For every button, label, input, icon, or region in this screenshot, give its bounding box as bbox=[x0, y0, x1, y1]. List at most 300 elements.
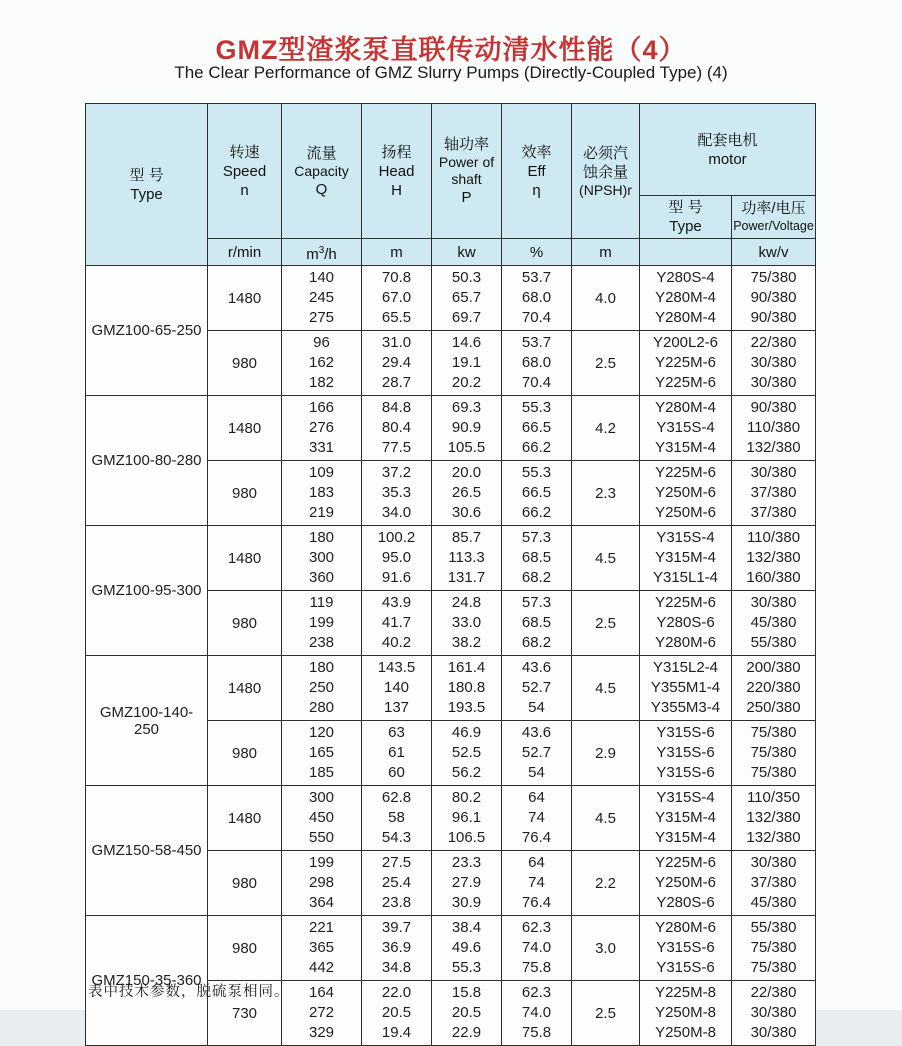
motor-type-cell-line: Y315M-4 bbox=[655, 809, 716, 826]
head-cell bbox=[362, 461, 432, 526]
header-power-sym: P bbox=[461, 189, 472, 206]
speed-cell: 1480 bbox=[208, 396, 282, 461]
header-shaft-power bbox=[432, 104, 502, 239]
head-cell-line: 23.8 bbox=[381, 894, 412, 911]
head-cell-line: 95.0 bbox=[381, 549, 412, 566]
shaft-power-cell-line: 50.3 bbox=[451, 269, 482, 286]
efficiency-cell bbox=[502, 526, 572, 591]
header-motor-type bbox=[640, 196, 732, 239]
efficiency-cell-line: 43.6 bbox=[521, 659, 552, 676]
shaft-power-cell-line: 69.7 bbox=[451, 309, 482, 326]
motor-type-cell-line: Y355M3-4 bbox=[650, 699, 721, 716]
efficiency-cell-line: 52.7 bbox=[521, 679, 552, 696]
efficiency-cell bbox=[502, 331, 572, 396]
capacity-cell bbox=[282, 981, 362, 1046]
header-head-en: Head bbox=[378, 162, 415, 180]
head-cell-line: 20.5 bbox=[381, 1004, 412, 1021]
efficiency-cell-line: 76.4 bbox=[521, 894, 552, 911]
motor-power-voltage-cell bbox=[732, 591, 816, 656]
motor-power-voltage-cell-line: 22/380 bbox=[750, 984, 797, 1001]
header-npsh-cn1: 必须汽 bbox=[582, 144, 628, 162]
motor-power-voltage-cell-line: 110/380 bbox=[746, 419, 801, 436]
pump-model-cell: GMZ150-35-360 bbox=[86, 916, 208, 1046]
motor-power-voltage-cell-line: 110/350 bbox=[746, 789, 801, 806]
motor-power-voltage-cell bbox=[732, 331, 816, 396]
motor-power-voltage-cell bbox=[732, 851, 816, 916]
head-cell-line: 100.2 bbox=[377, 529, 416, 546]
head-cell-line: 41.7 bbox=[381, 614, 412, 631]
head-cell-line: 60 bbox=[388, 764, 405, 781]
efficiency-cell bbox=[502, 786, 572, 851]
efficiency-cell-line: 74 bbox=[528, 874, 545, 891]
efficiency-cell bbox=[502, 721, 572, 786]
unit-power: kw bbox=[432, 239, 502, 266]
motor-type-cell-line: Y280M-6 bbox=[655, 634, 716, 651]
group-row bbox=[86, 396, 816, 461]
shaft-power-cell bbox=[432, 266, 502, 331]
efficiency-cell bbox=[502, 461, 572, 526]
group-row bbox=[86, 656, 816, 721]
head-cell-line: 80.4 bbox=[381, 419, 412, 436]
head-cell-line: 39.7 bbox=[381, 919, 412, 936]
head-cell-line: 67.0 bbox=[381, 289, 412, 306]
speed-cell: 980 bbox=[208, 721, 282, 786]
header-motor bbox=[640, 104, 816, 196]
shaft-power-cell-line: 38.4 bbox=[451, 919, 482, 936]
head-cell-line: 70.8 bbox=[381, 269, 412, 286]
head-cell-line: 61 bbox=[388, 744, 405, 761]
motor-type-cell-line: Y315S-6 bbox=[656, 959, 715, 976]
header-eff-sym: η bbox=[532, 181, 541, 199]
motor-power-voltage-cell bbox=[732, 656, 816, 721]
motor-power-voltage-cell-line: 220/380 bbox=[746, 679, 801, 696]
motor-type-cell-line: Y280M-4 bbox=[655, 289, 716, 306]
capacity-cell-line: 280 bbox=[308, 699, 335, 716]
motor-power-voltage-cell-line: 90/380 bbox=[750, 309, 797, 326]
model-block bbox=[86, 266, 816, 396]
motor-power-voltage-cell-line: 75/380 bbox=[750, 269, 797, 286]
motor-power-voltage-cell-line: 37/380 bbox=[750, 504, 797, 521]
motor-type-cell-line: Y225M-6 bbox=[655, 464, 716, 481]
header-motor-cn: 配套电机 bbox=[697, 131, 758, 149]
motor-type-cell-line: Y200L2-6 bbox=[652, 334, 719, 351]
group-row bbox=[86, 526, 816, 591]
header-power-en2: shaft bbox=[451, 171, 482, 187]
shaft-power-cell bbox=[432, 591, 502, 656]
efficiency-cell-line: 55.3 bbox=[521, 464, 552, 481]
head-cell-line: 140 bbox=[383, 679, 410, 696]
shaft-power-cell-line: 161.4 bbox=[447, 659, 486, 676]
npsh-cell: 4.5 bbox=[572, 526, 640, 591]
speed-cell: 1480 bbox=[208, 526, 282, 591]
efficiency-cell bbox=[502, 981, 572, 1046]
motor-type-cell bbox=[640, 266, 732, 331]
shaft-power-cell-line: 22.9 bbox=[451, 1024, 482, 1041]
capacity-cell-line: 360 bbox=[308, 569, 335, 586]
shaft-power-cell-line: 56.2 bbox=[451, 764, 482, 781]
motor-power-voltage-cell-line: 30/380 bbox=[750, 1024, 797, 1041]
motor-type-cell-line: Y280M-6 bbox=[655, 919, 716, 936]
motor-power-voltage-cell-line: 55/380 bbox=[750, 919, 797, 936]
capacity-cell-line: 140 bbox=[308, 269, 335, 286]
shaft-power-cell-line: 193.5 bbox=[447, 699, 486, 716]
motor-power-voltage-cell-line: 75/380 bbox=[750, 744, 797, 761]
head-cell-line: 91.6 bbox=[381, 569, 412, 586]
efficiency-cell-line: 54 bbox=[528, 764, 545, 781]
motor-power-voltage-cell-line: 160/380 bbox=[746, 569, 801, 586]
motor-type-cell-line: Y225M-6 bbox=[655, 854, 716, 871]
shaft-power-cell-line: 30.6 bbox=[451, 504, 482, 521]
motor-power-voltage-cell-line: 110/380 bbox=[746, 529, 801, 546]
header-head-cn: 扬程 bbox=[381, 143, 412, 161]
shaft-power-cell bbox=[432, 461, 502, 526]
head-cell-line: 58 bbox=[388, 809, 405, 826]
efficiency-cell-line: 68.2 bbox=[521, 634, 552, 651]
unit-head: m bbox=[362, 239, 432, 266]
head-cell-line: 63 bbox=[388, 724, 405, 741]
header-npsh-cn2: 蚀余量 bbox=[582, 163, 628, 181]
shaft-power-cell-line: 85.7 bbox=[451, 529, 482, 546]
capacity-cell-line: 182 bbox=[308, 374, 335, 391]
capacity-cell-line: 245 bbox=[308, 289, 335, 306]
motor-power-voltage-cell bbox=[732, 461, 816, 526]
capacity-cell-line: 164 bbox=[308, 984, 335, 1001]
head-cell-line: 25.4 bbox=[381, 874, 412, 891]
head-cell-line: 43.9 bbox=[381, 594, 412, 611]
npsh-cell: 4.0 bbox=[572, 266, 640, 331]
capacity-cell-line: 96 bbox=[313, 334, 330, 351]
page-title: GMZ型渣浆泵直联传动清水性能（4） bbox=[215, 35, 687, 65]
capacity-cell-line: 185 bbox=[308, 764, 335, 781]
efficiency-cell-line: 64 bbox=[528, 789, 545, 806]
motor-power-voltage-cell-line: 90/380 bbox=[750, 289, 797, 306]
head-cell bbox=[362, 851, 432, 916]
unit-motor-type bbox=[640, 239, 732, 266]
unit-capacity bbox=[282, 239, 362, 266]
efficiency-cell bbox=[502, 266, 572, 331]
header-capacity-cn: 流量 bbox=[306, 144, 337, 162]
capacity-cell-line: 166 bbox=[308, 399, 335, 416]
shaft-power-cell-line: 105.5 bbox=[447, 439, 486, 456]
motor-power-voltage-cell bbox=[732, 396, 816, 461]
shaft-power-cell-line: 24.8 bbox=[451, 594, 482, 611]
head-cell-line: 62.8 bbox=[381, 789, 412, 806]
speed-cell: 980 bbox=[208, 591, 282, 656]
efficiency-cell-line: 57.3 bbox=[521, 594, 552, 611]
efficiency-cell-line: 53.7 bbox=[521, 334, 552, 351]
shaft-power-cell-line: 20.5 bbox=[451, 1004, 482, 1021]
shaft-power-cell bbox=[432, 331, 502, 396]
efficiency-cell-line: 68.0 bbox=[521, 354, 552, 371]
motor-power-voltage-cell-line: 250/380 bbox=[746, 699, 801, 716]
capacity-cell-line: 120 bbox=[308, 724, 335, 741]
motor-power-voltage-cell-line: 200/380 bbox=[746, 659, 801, 676]
npsh-cell: 2.3 bbox=[572, 461, 640, 526]
capacity-cell bbox=[282, 396, 362, 461]
shaft-power-cell-line: 49.6 bbox=[451, 939, 482, 956]
efficiency-cell-line: 74 bbox=[528, 809, 545, 826]
motor-type-cell-line: Y315L2-4 bbox=[652, 659, 719, 676]
efficiency-cell-line: 76.4 bbox=[521, 829, 552, 846]
header-efficiency bbox=[502, 104, 572, 239]
head-cell-line: 143.5 bbox=[377, 659, 416, 676]
motor-type-cell bbox=[640, 396, 732, 461]
npsh-cell: 3.0 bbox=[572, 916, 640, 981]
shaft-power-cell-line: 20.0 bbox=[451, 464, 482, 481]
motor-power-voltage-cell bbox=[732, 786, 816, 851]
shaft-power-cell-line: 30.9 bbox=[451, 894, 482, 911]
model-block bbox=[86, 526, 816, 656]
efficiency-cell-line: 68.2 bbox=[521, 569, 552, 586]
capacity-cell-line: 550 bbox=[308, 829, 335, 846]
shaft-power-cell-line: 26.5 bbox=[451, 484, 482, 501]
head-cell-line: 31.0 bbox=[381, 334, 412, 351]
motor-type-cell bbox=[640, 591, 732, 656]
header-speed-cn: 转速 bbox=[229, 143, 260, 161]
shaft-power-cell bbox=[432, 526, 502, 591]
head-cell-line: 28.7 bbox=[381, 374, 412, 391]
header-npsh bbox=[572, 104, 640, 239]
shaft-power-cell-line: 15.8 bbox=[451, 984, 482, 1001]
motor-power-voltage-cell-line: 75/380 bbox=[750, 959, 797, 976]
capacity-cell bbox=[282, 721, 362, 786]
motor-type-cell-line: Y315M-4 bbox=[655, 829, 716, 846]
efficiency-cell-line: 66.5 bbox=[521, 484, 552, 501]
motor-type-cell-line: Y315S-6 bbox=[656, 724, 715, 741]
motor-type-cell-line: Y315S-4 bbox=[656, 419, 715, 436]
efficiency-cell bbox=[502, 916, 572, 981]
motor-type-cell-line: Y280S-4 bbox=[656, 269, 715, 286]
motor-power-voltage-cell-line: 30/380 bbox=[750, 374, 797, 391]
group-row bbox=[86, 266, 816, 331]
group-row bbox=[86, 786, 816, 851]
capacity-cell-line: 199 bbox=[308, 854, 335, 871]
efficiency-cell-line: 70.4 bbox=[521, 309, 552, 326]
unit-capacity-h: /h bbox=[324, 245, 337, 263]
shaft-power-cell-line: 38.2 bbox=[451, 634, 482, 651]
speed-cell: 980 bbox=[208, 331, 282, 396]
head-cell bbox=[362, 266, 432, 331]
head-cell-line: 137 bbox=[383, 699, 410, 716]
capacity-cell-line: 364 bbox=[308, 894, 335, 911]
motor-type-cell-line: Y315M-4 bbox=[655, 549, 716, 566]
capacity-cell bbox=[282, 461, 362, 526]
shaft-power-cell bbox=[432, 916, 502, 981]
motor-power-voltage-cell-line: 132/380 bbox=[746, 829, 801, 846]
efficiency-cell bbox=[502, 851, 572, 916]
unit-npsh: m bbox=[572, 239, 640, 266]
head-cell-line: 36.9 bbox=[381, 939, 412, 956]
speed-cell: 1480 bbox=[208, 786, 282, 851]
shaft-power-cell-line: 19.1 bbox=[451, 354, 482, 371]
header-power-en1: Power of bbox=[438, 154, 495, 170]
capacity-cell-line: 109 bbox=[308, 464, 335, 481]
footnote: 表中技术参数，脱硫泵相同。 bbox=[88, 984, 290, 1000]
group-row bbox=[86, 916, 816, 981]
capacity-cell bbox=[282, 526, 362, 591]
table-header bbox=[86, 104, 816, 266]
capacity-cell-line: 221 bbox=[308, 919, 335, 936]
head-cell bbox=[362, 916, 432, 981]
header-type-cn: 型 号 bbox=[129, 166, 164, 184]
motor-power-voltage-cell-line: 75/380 bbox=[750, 939, 797, 956]
capacity-cell-line: 165 bbox=[308, 744, 335, 761]
npsh-cell: 2.2 bbox=[572, 851, 640, 916]
header-motor-type-en: Type bbox=[669, 218, 702, 235]
capacity-cell-line: 300 bbox=[308, 789, 335, 806]
unit-capacity-sup: 3 bbox=[318, 244, 325, 256]
motor-type-cell-line: Y280S-6 bbox=[656, 614, 715, 631]
shaft-power-cell-line: 33.0 bbox=[451, 614, 482, 631]
motor-type-cell-line: Y315S-6 bbox=[656, 744, 715, 761]
efficiency-cell-line: 74.0 bbox=[521, 1004, 552, 1021]
speed-cell: 980 bbox=[208, 461, 282, 526]
shaft-power-cell-line: 14.6 bbox=[451, 334, 482, 351]
shaft-power-cell-line: 80.2 bbox=[451, 789, 482, 806]
shaft-power-cell-line: 27.9 bbox=[451, 874, 482, 891]
efficiency-cell-line: 75.8 bbox=[521, 959, 552, 976]
shaft-power-cell bbox=[432, 786, 502, 851]
motor-type-cell-line: Y225M-6 bbox=[655, 374, 716, 391]
header-motor-power-voltage bbox=[732, 196, 816, 239]
shaft-power-cell bbox=[432, 396, 502, 461]
efficiency-cell-line: 54 bbox=[528, 699, 545, 716]
npsh-cell: 2.5 bbox=[572, 591, 640, 656]
motor-type-cell-line: Y280S-6 bbox=[656, 894, 715, 911]
header-capacity-sym: Q bbox=[315, 180, 328, 198]
capacity-cell-line: 119 bbox=[309, 594, 334, 611]
capacity-cell-line: 331 bbox=[308, 439, 335, 456]
efficiency-cell bbox=[502, 656, 572, 721]
motor-power-voltage-cell-line: 30/380 bbox=[750, 354, 797, 371]
head-cell bbox=[362, 526, 432, 591]
head-cell bbox=[362, 786, 432, 851]
head-cell-line: 54.3 bbox=[381, 829, 412, 846]
head-cell bbox=[362, 591, 432, 656]
speed-cell: 1480 bbox=[208, 266, 282, 331]
capacity-cell bbox=[282, 331, 362, 396]
efficiency-cell-line: 62.3 bbox=[521, 984, 552, 1001]
capacity-cell-line: 250 bbox=[308, 679, 335, 696]
motor-power-voltage-cell bbox=[732, 916, 816, 981]
efficiency-cell-line: 74.0 bbox=[521, 939, 552, 956]
model-block bbox=[86, 656, 816, 786]
head-cell bbox=[362, 396, 432, 461]
motor-type-cell-line: Y315S-4 bbox=[656, 529, 715, 546]
head-cell-line: 77.5 bbox=[381, 439, 412, 456]
page-subtitle: The Clear Performance of GMZ Slurry Pumps (Directly-Coupled Type) (4) bbox=[174, 63, 728, 82]
unit-motor-pv: kw/v bbox=[732, 239, 816, 266]
motor-type-cell-line: Y315M-4 bbox=[655, 439, 716, 456]
shaft-power-cell-line: 69.3 bbox=[451, 399, 482, 416]
head-cell-line: 34.8 bbox=[381, 959, 412, 976]
header-eff-cn: 效率 bbox=[521, 143, 552, 161]
motor-type-cell-line: Y280M-4 bbox=[655, 309, 716, 326]
capacity-cell-line: 183 bbox=[308, 484, 335, 501]
motor-type-cell-line: Y250M-6 bbox=[655, 484, 716, 501]
motor-type-cell bbox=[640, 331, 732, 396]
capacity-cell bbox=[282, 916, 362, 981]
shaft-power-cell-line: 131.7 bbox=[447, 569, 486, 586]
capacity-cell-line: 180 bbox=[308, 529, 335, 546]
motor-power-voltage-cell-line: 45/380 bbox=[750, 894, 797, 911]
head-cell-line: 40.2 bbox=[381, 634, 412, 651]
pump-model-cell: GMZ150-58-450 bbox=[86, 786, 208, 916]
capacity-cell-line: 276 bbox=[308, 419, 335, 436]
motor-type-cell-line: Y280M-4 bbox=[655, 399, 716, 416]
capacity-cell bbox=[282, 786, 362, 851]
capacity-cell-line: 219 bbox=[308, 504, 335, 521]
npsh-cell: 4.5 bbox=[572, 786, 640, 851]
shaft-power-cell-line: 46.9 bbox=[451, 724, 482, 741]
motor-power-voltage-cell bbox=[732, 981, 816, 1046]
efficiency-cell-line: 66.2 bbox=[521, 504, 552, 521]
pump-model-cell: GMZ100-80-280 bbox=[86, 396, 208, 526]
speed-cell: 980 bbox=[208, 916, 282, 981]
motor-type-cell bbox=[640, 656, 732, 721]
shaft-power-cell-line: 52.5 bbox=[451, 744, 482, 761]
motor-power-voltage-cell-line: 132/380 bbox=[746, 439, 801, 456]
head-cell-line: 34.0 bbox=[381, 504, 412, 521]
header-motor-en: motor bbox=[708, 150, 747, 168]
motor-power-voltage-cell-line: 30/380 bbox=[750, 854, 797, 871]
head-cell-line: 27.5 bbox=[381, 854, 412, 871]
motor-power-voltage-cell-line: 30/380 bbox=[750, 464, 797, 481]
motor-power-voltage-cell bbox=[732, 721, 816, 786]
efficiency-cell-line: 64 bbox=[528, 854, 545, 871]
shaft-power-cell bbox=[432, 851, 502, 916]
motor-power-voltage-cell-line: 30/380 bbox=[750, 594, 797, 611]
capacity-cell bbox=[282, 851, 362, 916]
shaft-power-cell-line: 23.3 bbox=[451, 854, 482, 871]
motor-type-cell bbox=[640, 721, 732, 786]
header-speed bbox=[208, 104, 282, 239]
capacity-cell-line: 272 bbox=[308, 1004, 335, 1021]
header-motor-pv-cn: 功率/电压 bbox=[741, 200, 806, 217]
header-type bbox=[86, 104, 208, 266]
shaft-power-cell bbox=[432, 656, 502, 721]
efficiency-cell-line: 55.3 bbox=[521, 399, 552, 416]
header-capacity bbox=[282, 104, 362, 239]
efficiency-cell-line: 66.5 bbox=[521, 419, 552, 436]
efficiency-cell-line: 52.7 bbox=[521, 744, 552, 761]
header-head bbox=[362, 104, 432, 239]
shaft-power-cell bbox=[432, 981, 502, 1046]
motor-type-cell-line: Y225M-6 bbox=[655, 354, 716, 371]
model-block bbox=[86, 786, 816, 916]
motor-type-cell-line: Y315S-6 bbox=[656, 939, 715, 956]
motor-power-voltage-cell-line: 132/380 bbox=[746, 549, 801, 566]
capacity-cell-line: 275 bbox=[308, 309, 335, 326]
motor-type-cell-line: Y225M-8 bbox=[655, 984, 716, 1001]
head-cell-line: 65.5 bbox=[381, 309, 412, 326]
capacity-cell bbox=[282, 266, 362, 331]
motor-power-voltage-cell-line: 75/380 bbox=[750, 724, 797, 741]
motor-power-voltage-cell-line: 30/380 bbox=[750, 1004, 797, 1021]
motor-power-voltage-cell-line: 90/380 bbox=[750, 399, 797, 416]
header-motor-type-cn: 型 号 bbox=[668, 199, 703, 216]
npsh-cell: 2.9 bbox=[572, 721, 640, 786]
shaft-power-cell-line: 96.1 bbox=[451, 809, 482, 826]
header-speed-sym: n bbox=[240, 181, 249, 199]
header-speed-en: Speed bbox=[222, 162, 267, 180]
shaft-power-cell-line: 55.3 bbox=[451, 959, 482, 976]
shaft-power-cell-line: 113.3 bbox=[448, 549, 485, 566]
shaft-power-cell-line: 20.2 bbox=[451, 374, 482, 391]
header-type-en: Type bbox=[130, 185, 163, 203]
capacity-cell-line: 199 bbox=[308, 614, 335, 631]
pump-model-cell: GMZ100-140-250 bbox=[86, 656, 208, 786]
